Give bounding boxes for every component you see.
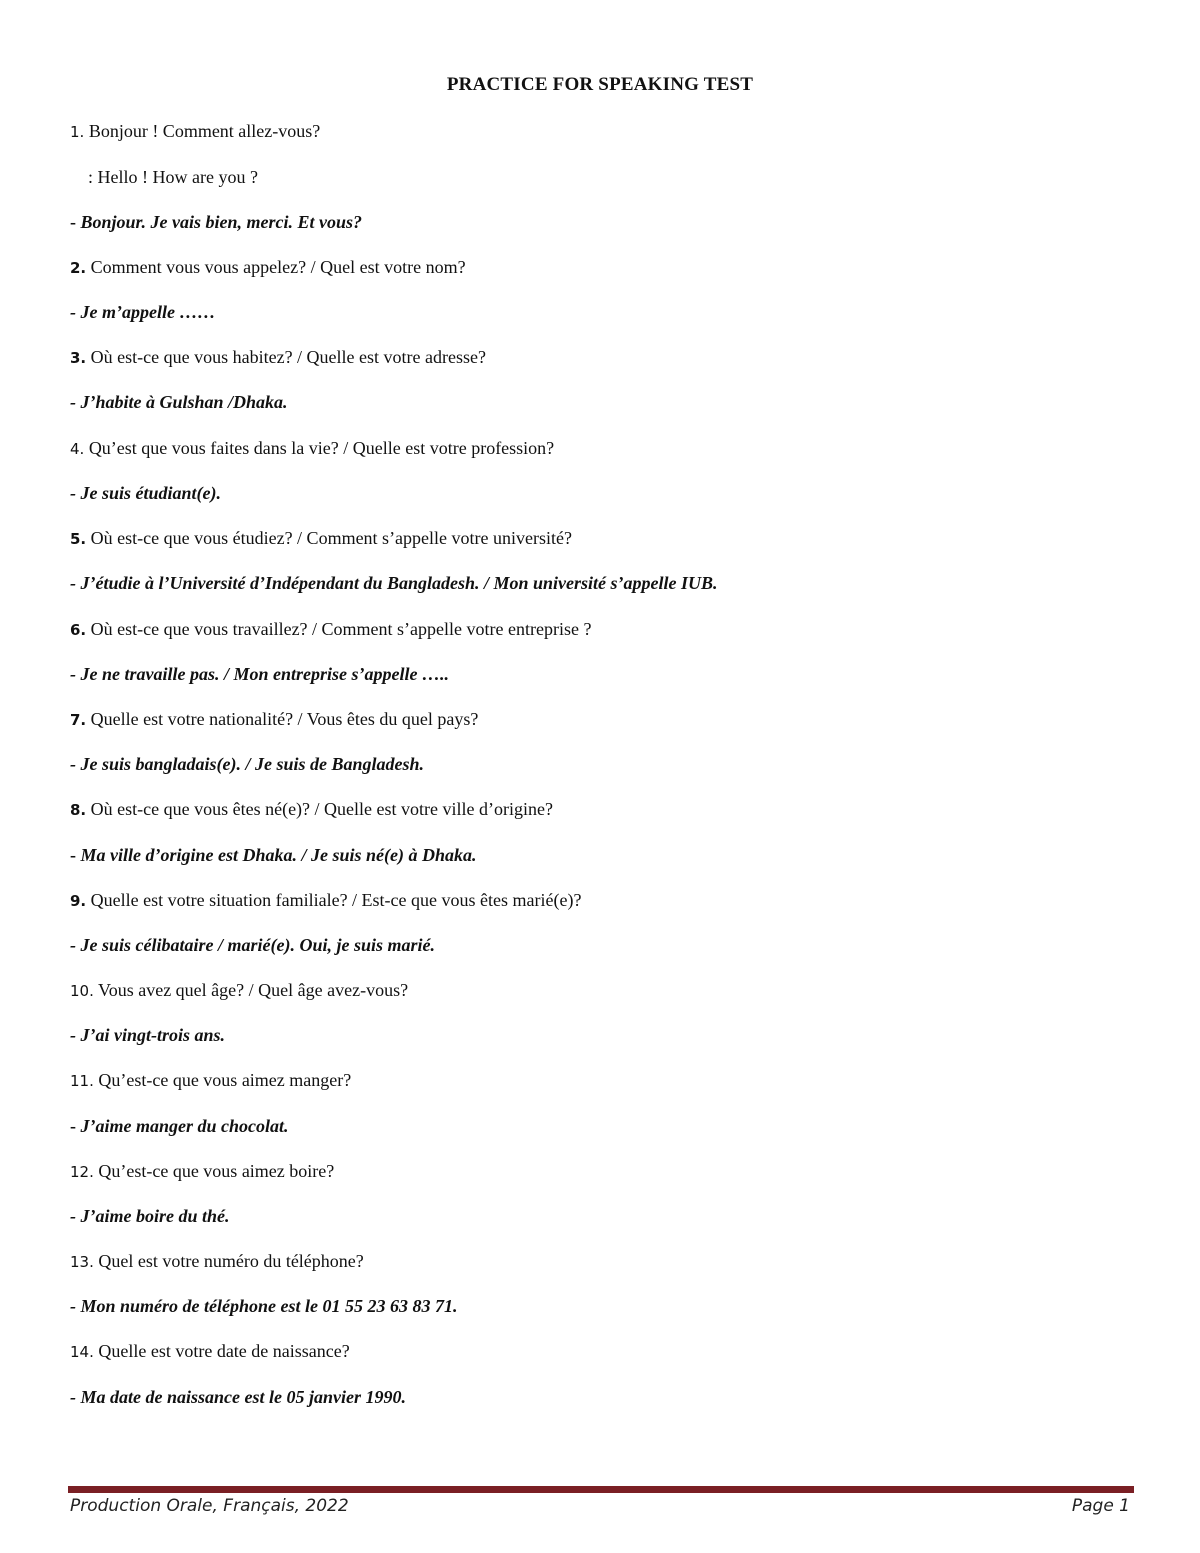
question-number: 11. [70,1072,94,1090]
answer-7 [70,752,424,776]
question-5 [70,526,572,551]
question-number: 6. [70,621,87,639]
question-number: 8. [70,801,87,819]
question-number: 10. [70,982,94,1000]
answer-text: Je suis célibataire / marié(e). Oui, je suis marié. [80,935,435,955]
question-1 [70,119,320,144]
answer-text: J’étudie à l’Université d’Indépendant du Bangladesh. / Mon université s’appelle IUB. [80,573,718,593]
question-text: Qu’est-ce que vous aimez manger? [93,1070,352,1090]
question-number: 2. [70,259,87,277]
gloss-1: : Hello ! How are you ? [88,167,258,187]
answer-dash: - [70,754,81,774]
answer-12 [70,1204,230,1228]
answer-text: Je suis bangladais(e). / Je suis de Bangladesh. [80,754,425,774]
answer-dash: - [70,1206,81,1226]
footer-page-number: Page 1 [1071,1496,1130,1516]
answer-dash: - [70,845,81,865]
answer-11 [70,1114,289,1138]
question-number: 12. [70,1163,94,1181]
answer-text: J’habite à Gulshan /Dhaka. [80,392,288,412]
answer-6 [70,662,449,686]
answer-8 [70,843,477,867]
question-7 [70,707,478,732]
answer-dash: - [70,1387,81,1407]
question-text: Où est-ce que vous habitez? / Quelle est votre adresse? [86,347,486,367]
answer-dash: - [70,212,81,232]
question-6 [70,617,591,642]
question-4 [70,436,554,461]
question-8 [70,797,553,822]
answer-10 [70,1023,225,1047]
answer-dash: - [70,483,81,503]
answer-dash: - [70,392,81,412]
answer-text: Je m’appelle …… [80,302,216,322]
question-number: 4. [70,440,85,458]
question-number: 9. [70,892,87,910]
question-number: 1. [70,123,85,141]
answer-1 [70,210,362,234]
question-text: Où est-ce que vous travaillez? / Comment s’appelle votre entreprise ? [86,619,592,639]
question-number: 14. [70,1343,94,1361]
answer-text: Ma date de naissance est le 05 janvier 1990. [80,1387,406,1407]
question-text: Quel est votre numéro du téléphone? [93,1251,364,1271]
answer-text: Je suis étudiant(e). [80,483,222,503]
question-text: Où est-ce que vous étudiez? / Comment s’appelle votre université? [86,528,572,548]
answer-dash: - [70,1296,81,1316]
question-text: Qu’est que vous faites dans la vie? / Quelle est votre profession? [84,438,555,458]
question-10 [70,978,408,1003]
question-11 [70,1068,351,1093]
answer-2 [70,300,215,324]
answer-text: Mon numéro de téléphone est le 01 55 23 63 83 71. [80,1296,458,1316]
answer-text: J’ai vingt-trois ans. [80,1025,226,1045]
question-text: Où est-ce que vous êtes né(e)? / Quelle est votre ville d’origine? [86,799,553,819]
page-title: PRACTICE FOR SPEAKING TEST [446,74,754,95]
question-text: Vous avez quel âge? / Quel âge avez-vous? [93,980,409,1000]
answer-dash: - [70,1025,81,1045]
question-number: 7. [70,711,87,729]
answer-5 [70,571,718,595]
question-12 [70,1159,334,1184]
question-number: 3. [70,349,87,367]
answer-dash: - [70,664,81,684]
question-text: Qu’est-ce que vous aimez boire? [93,1161,335,1181]
answer-dash: - [70,1116,81,1136]
answer-text: Ma ville d’origine est Dhaka. / Je suis né(e) à Dhaka. [80,845,477,865]
footer-divider [68,1486,1134,1493]
question-number: 13. [70,1253,94,1271]
answer-4 [70,481,221,505]
question-text: Quelle est votre situation familiale? / Est-ce que vous êtes marié(e)? [86,890,582,910]
answer-14 [70,1385,406,1409]
question-text: Comment vous vous appelez? / Quel est votre nom? [86,257,466,277]
question-text: Quelle est votre nationalité? / Vous êtes du quel pays? [86,709,479,729]
question-14 [70,1339,350,1364]
question-text: Bonjour ! Comment allez-vous? [84,121,321,141]
question-9 [70,888,581,913]
question-2 [70,255,466,280]
answer-3 [70,390,288,414]
answer-text: J’aime manger du chocolat. [80,1116,289,1136]
footer-course-label: Production Orale, Français, 2022 [70,1496,349,1516]
answer-text: Bonjour. Je vais bien, merci. Et vous? [80,212,363,232]
answer-dash: - [70,573,81,593]
answer-13 [70,1294,458,1318]
question-number: 5. [70,530,87,548]
answer-text: J’aime boire du thé. [80,1206,230,1226]
answer-9 [70,933,435,957]
answer-text: Je ne travaille pas. / Mon entreprise s’appelle ….. [80,664,449,684]
question-3 [70,345,486,370]
question-text: Quelle est votre date de naissance? [93,1341,350,1361]
question-13 [70,1249,364,1274]
answer-dash: - [70,302,81,322]
answer-dash: - [70,935,81,955]
